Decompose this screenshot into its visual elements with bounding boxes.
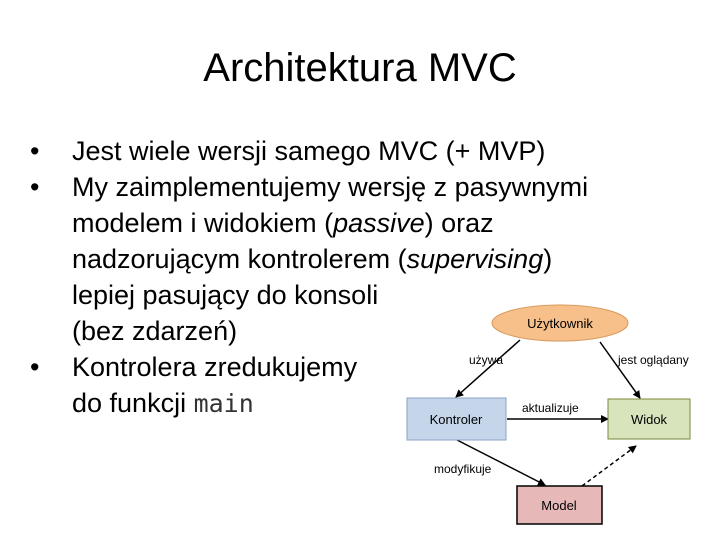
uses-label: używa [469, 353, 504, 367]
bullet-text: ) oraz [424, 208, 494, 238]
uses-arrow [456, 340, 520, 397]
bullet-text: nadzorującym kontrolerem ( [72, 244, 407, 274]
controller-label: Kontroler [429, 412, 483, 427]
bullet-icon: • [30, 172, 40, 202]
model-node [517, 486, 602, 524]
bullet-text: (bez zdarzeń) [72, 316, 238, 346]
view-node [608, 399, 690, 439]
bullet-text: My zaimplementujemy wersję z pasywnymi [72, 172, 589, 202]
code-text: main [193, 389, 254, 418]
bullet-text: do funkcji [72, 388, 194, 418]
updates-label: aktualizuje [522, 401, 579, 415]
bullet-text: modelem i widokiem ( [72, 208, 334, 238]
watched-label: jest oglądany [618, 353, 689, 367]
emphasis-text: passive [333, 208, 425, 238]
slide-title: Architektura MVC [203, 46, 517, 90]
bullet-text: Kontrolera zredukujemy [72, 352, 358, 382]
bullet-text: ) [543, 244, 553, 274]
watched-arrow [600, 342, 640, 398]
bullet-text: lepiej pasujący do konsoli [72, 280, 379, 310]
modifies-label: modyfikuje [434, 462, 492, 476]
user-node [492, 305, 628, 341]
bullet-icon: • [30, 352, 40, 382]
bullet-text: Jest wiele wersji samego MVC (+ MVP) [72, 136, 546, 166]
user-label: Użytkownik [527, 316, 593, 331]
model-view-dashed-arrow [582, 446, 636, 486]
model-label: Model [541, 498, 577, 513]
emphasis-text: supervising [406, 244, 544, 274]
controller-node [407, 398, 506, 440]
view-label: Widok [630, 412, 668, 427]
bullet-icon: • [30, 136, 40, 166]
